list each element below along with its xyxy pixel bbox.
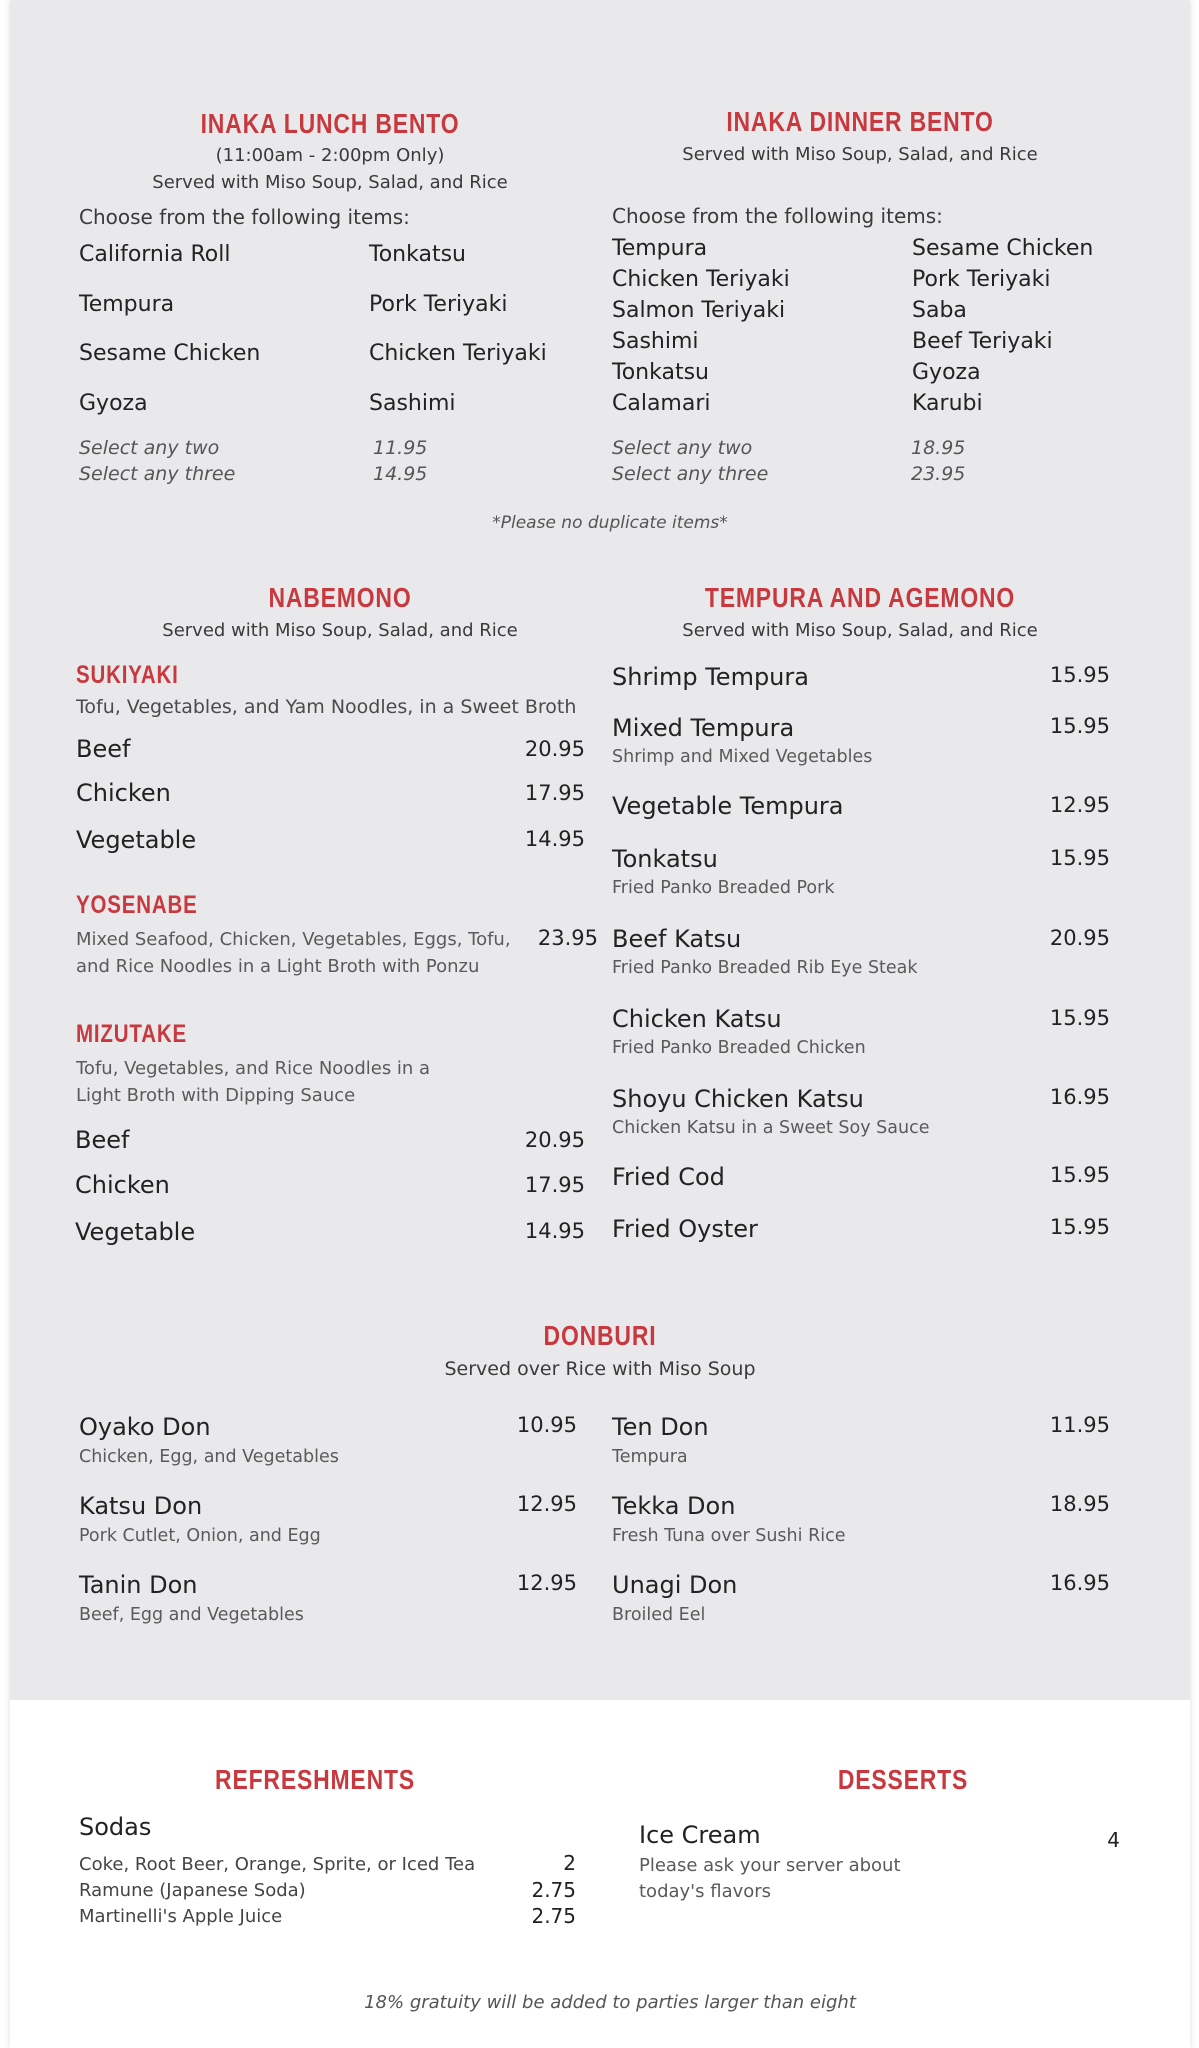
donburi-item-name: Katsu Don — [79, 1492, 203, 1520]
donburi-item-name: Ten Don — [612, 1413, 709, 1441]
tempura-item-price: 15.95 — [1049, 1006, 1110, 1030]
dinner-item: Gyoza — [912, 360, 981, 385]
refreshment-price: 2.75 — [531, 1904, 576, 1928]
lunch-item: Chicken Teriyaki — [369, 341, 547, 366]
mizutake-title: MIZUTAKE — [76, 1020, 187, 1048]
mizutake-desc: Light Broth with Dipping Sauce — [76, 1085, 356, 1106]
sukiyaki-option: Beef — [76, 735, 131, 763]
lunch-bento-title: INAKA LUNCH BENTO — [200, 108, 460, 139]
refreshment-price: 2.75 — [531, 1878, 576, 1902]
tempura-item-name: Tonkatsu — [612, 845, 718, 873]
tempura-item-name: Beef Katsu — [612, 925, 742, 953]
lunch-bento-served: Served with Miso Soup, Salad, and Rice — [152, 172, 508, 193]
lunch-item: Tempura — [79, 292, 175, 317]
lunch-item: Pork Teriyaki — [369, 292, 508, 317]
tempura-item-price: 15.95 — [1049, 714, 1110, 738]
lunch-select-two: Select any two — [79, 437, 220, 459]
tempura-item-price: 20.95 — [1049, 926, 1110, 950]
lunch-price-three: 14.95 — [373, 463, 428, 485]
tempura-item-name: Fried Cod — [612, 1163, 725, 1191]
yosenabe-title: YOSENABE — [76, 891, 198, 919]
refreshments-title: REFRESHMENTS — [215, 1764, 415, 1795]
refreshment-item: Coke, Root Beer, Orange, Sprite, or Iced Tea — [79, 1854, 476, 1875]
menu-page — [10, 0, 1190, 2048]
donburi-item-desc: Fresh Tuna over Sushi Rice — [612, 1526, 846, 1546]
sukiyaki-option: Chicken — [76, 779, 171, 807]
yosenabe-price: 23.95 — [537, 926, 598, 950]
refreshment-item: Ramune (Japanese Soda) — [79, 1880, 306, 1901]
dinner-select-two: Select any two — [612, 437, 753, 459]
tempura-title: TEMPURA AND AGEMONO — [704, 582, 1016, 613]
dinner-item: Sesame Chicken — [912, 236, 1094, 261]
donburi-item-name: Tanin Don — [79, 1571, 198, 1599]
donburi-item-desc: Beef, Egg and Vegetables — [79, 1605, 304, 1625]
dinner-select-three: Select any three — [612, 463, 769, 485]
sukiyaki-price: 20.95 — [524, 737, 585, 761]
dinner-item: Beef Teriyaki — [912, 329, 1053, 354]
tempura-item-name: Vegetable Tempura — [612, 792, 844, 820]
tempura-item-desc: Fried Panko Breaded Chicken — [612, 1038, 866, 1058]
tempura-served: Served with Miso Soup, Salad, and Rice — [682, 620, 1038, 641]
dinner-item: Saba — [912, 298, 967, 323]
donburi-item-desc: Broiled Eel — [612, 1605, 706, 1625]
donburi-item-price: 12.95 — [516, 1492, 577, 1516]
nabemono-served: Served with Miso Soup, Salad, and Rice — [162, 620, 518, 641]
lunch-bento-hours: (11:00am - 2:00pm Only) — [215, 145, 445, 166]
dinner-item: Karubi — [912, 391, 983, 416]
dessert-item-name: Ice Cream — [639, 1821, 761, 1849]
yosenabe-desc: Mixed Seafood, Chicken, Vegetables, Eggs, Tofu, — [76, 929, 511, 950]
tempura-item-name: Chicken Katsu — [612, 1005, 782, 1033]
sukiyaki-price: 14.95 — [524, 827, 585, 851]
duplicate-note: *Please no duplicate items* — [492, 513, 728, 533]
mizutake-price: 17.95 — [524, 1173, 585, 1197]
donburi-item-desc: Pork Cutlet, Onion, and Egg — [79, 1526, 321, 1546]
tempura-item-price: 15.95 — [1049, 1163, 1110, 1187]
tempura-item-name: Mixed Tempura — [612, 714, 795, 742]
dinner-item: Pork Teriyaki — [912, 267, 1051, 292]
dinner-bento-choose: Choose from the following items: — [612, 204, 943, 228]
lunch-price-two: 11.95 — [373, 437, 428, 459]
dinner-item: Salmon Teriyaki — [612, 298, 786, 323]
donburi-item-price: 18.95 — [1049, 1492, 1110, 1516]
refreshment-price: 2 — [563, 1851, 576, 1875]
tempura-item-name: Shoyu Chicken Katsu — [612, 1085, 864, 1113]
lunch-bento-choose: Choose from the following items: — [79, 205, 410, 229]
yosenabe-desc: and Rice Noodles in a Light Broth with Ponzu — [76, 956, 480, 977]
dinner-bento-title: INAKA DINNER BENTO — [726, 106, 994, 137]
gratuity-note: 18% gratuity will be added to parties larger than eight — [364, 1992, 856, 2013]
lunch-item: Sashimi — [369, 391, 456, 416]
dinner-item: Tempura — [612, 236, 708, 261]
sukiyaki-title: SUKIYAKI — [76, 661, 179, 689]
mizutake-option: Chicken — [75, 1171, 170, 1199]
tempura-item-desc: Fried Panko Breaded Rib Eye Steak — [612, 958, 918, 978]
dinner-price-two: 18.95 — [911, 437, 966, 459]
lunch-item: Sesame Chicken — [79, 341, 261, 366]
mizutake-price: 20.95 — [524, 1128, 585, 1152]
donburi-item-desc: Tempura — [612, 1447, 688, 1467]
dinner-item: Sashimi — [612, 329, 699, 354]
tempura-item-price: 16.95 — [1049, 1085, 1110, 1109]
mizutake-option: Beef — [75, 1126, 130, 1154]
dinner-bento-served: Served with Miso Soup, Salad, and Rice — [682, 144, 1038, 165]
mizutake-price: 14.95 — [524, 1219, 585, 1243]
donburi-item-price: 12.95 — [516, 1571, 577, 1595]
sukiyaki-price: 17.95 — [524, 781, 585, 805]
tempura-item-price: 12.95 — [1049, 793, 1110, 817]
tempura-item-desc: Shrimp and Mixed Vegetables — [612, 747, 873, 767]
tempura-item-price: 15.95 — [1049, 663, 1110, 687]
desserts-title: DESSERTS — [837, 1764, 969, 1795]
tempura-item-desc: Fried Panko Breaded Pork — [612, 878, 835, 898]
dinner-price-three: 23.95 — [911, 463, 966, 485]
lunch-select-three: Select any three — [79, 463, 236, 485]
tempura-item-name: Fried Oyster — [612, 1215, 758, 1243]
donburi-item-name: Tekka Don — [612, 1492, 736, 1520]
tempura-item-name: Shrimp Tempura — [612, 663, 809, 691]
refreshment-item: Martinelli's Apple Juice — [79, 1906, 283, 1927]
sukiyaki-option: Vegetable — [76, 826, 197, 854]
dessert-item-price: 4 — [1107, 1828, 1120, 1852]
dinner-item: Calamari — [612, 391, 711, 416]
lunch-item: California Roll — [79, 242, 231, 267]
donburi-item-desc: Chicken, Egg, and Vegetables — [79, 1447, 339, 1467]
nabemono-title: NABEMONO — [268, 582, 412, 613]
tempura-item-desc: Chicken Katsu in a Sweet Soy Sauce — [612, 1118, 930, 1138]
donburi-title: DONBURI — [543, 1320, 657, 1351]
tempura-item-price: 15.95 — [1049, 1215, 1110, 1239]
dessert-item-desc: Please ask your server about — [639, 1855, 901, 1876]
sukiyaki-desc: Tofu, Vegetables, and Yam Noodles, in a Sweet Broth — [76, 696, 577, 718]
dinner-item: Chicken Teriyaki — [612, 267, 790, 292]
donburi-item-price: 16.95 — [1049, 1571, 1110, 1595]
sodas-heading: Sodas — [79, 1813, 152, 1841]
mizutake-desc: Tofu, Vegetables, and Rice Noodles in a — [76, 1058, 431, 1079]
lunch-item: Gyoza — [79, 391, 148, 416]
donburi-item-price: 10.95 — [516, 1413, 577, 1437]
donburi-item-name: Oyako Don — [79, 1413, 211, 1441]
lunch-item: Tonkatsu — [369, 242, 466, 267]
mizutake-option: Vegetable — [75, 1218, 196, 1246]
donburi-item-name: Unagi Don — [612, 1571, 738, 1599]
dessert-item-desc: today's flavors — [639, 1881, 772, 1902]
tempura-item-price: 15.95 — [1049, 846, 1110, 870]
donburi-item-price: 11.95 — [1049, 1413, 1110, 1437]
dinner-item: Tonkatsu — [612, 360, 709, 385]
donburi-served: Served over Rice with Miso Soup — [444, 1358, 756, 1380]
